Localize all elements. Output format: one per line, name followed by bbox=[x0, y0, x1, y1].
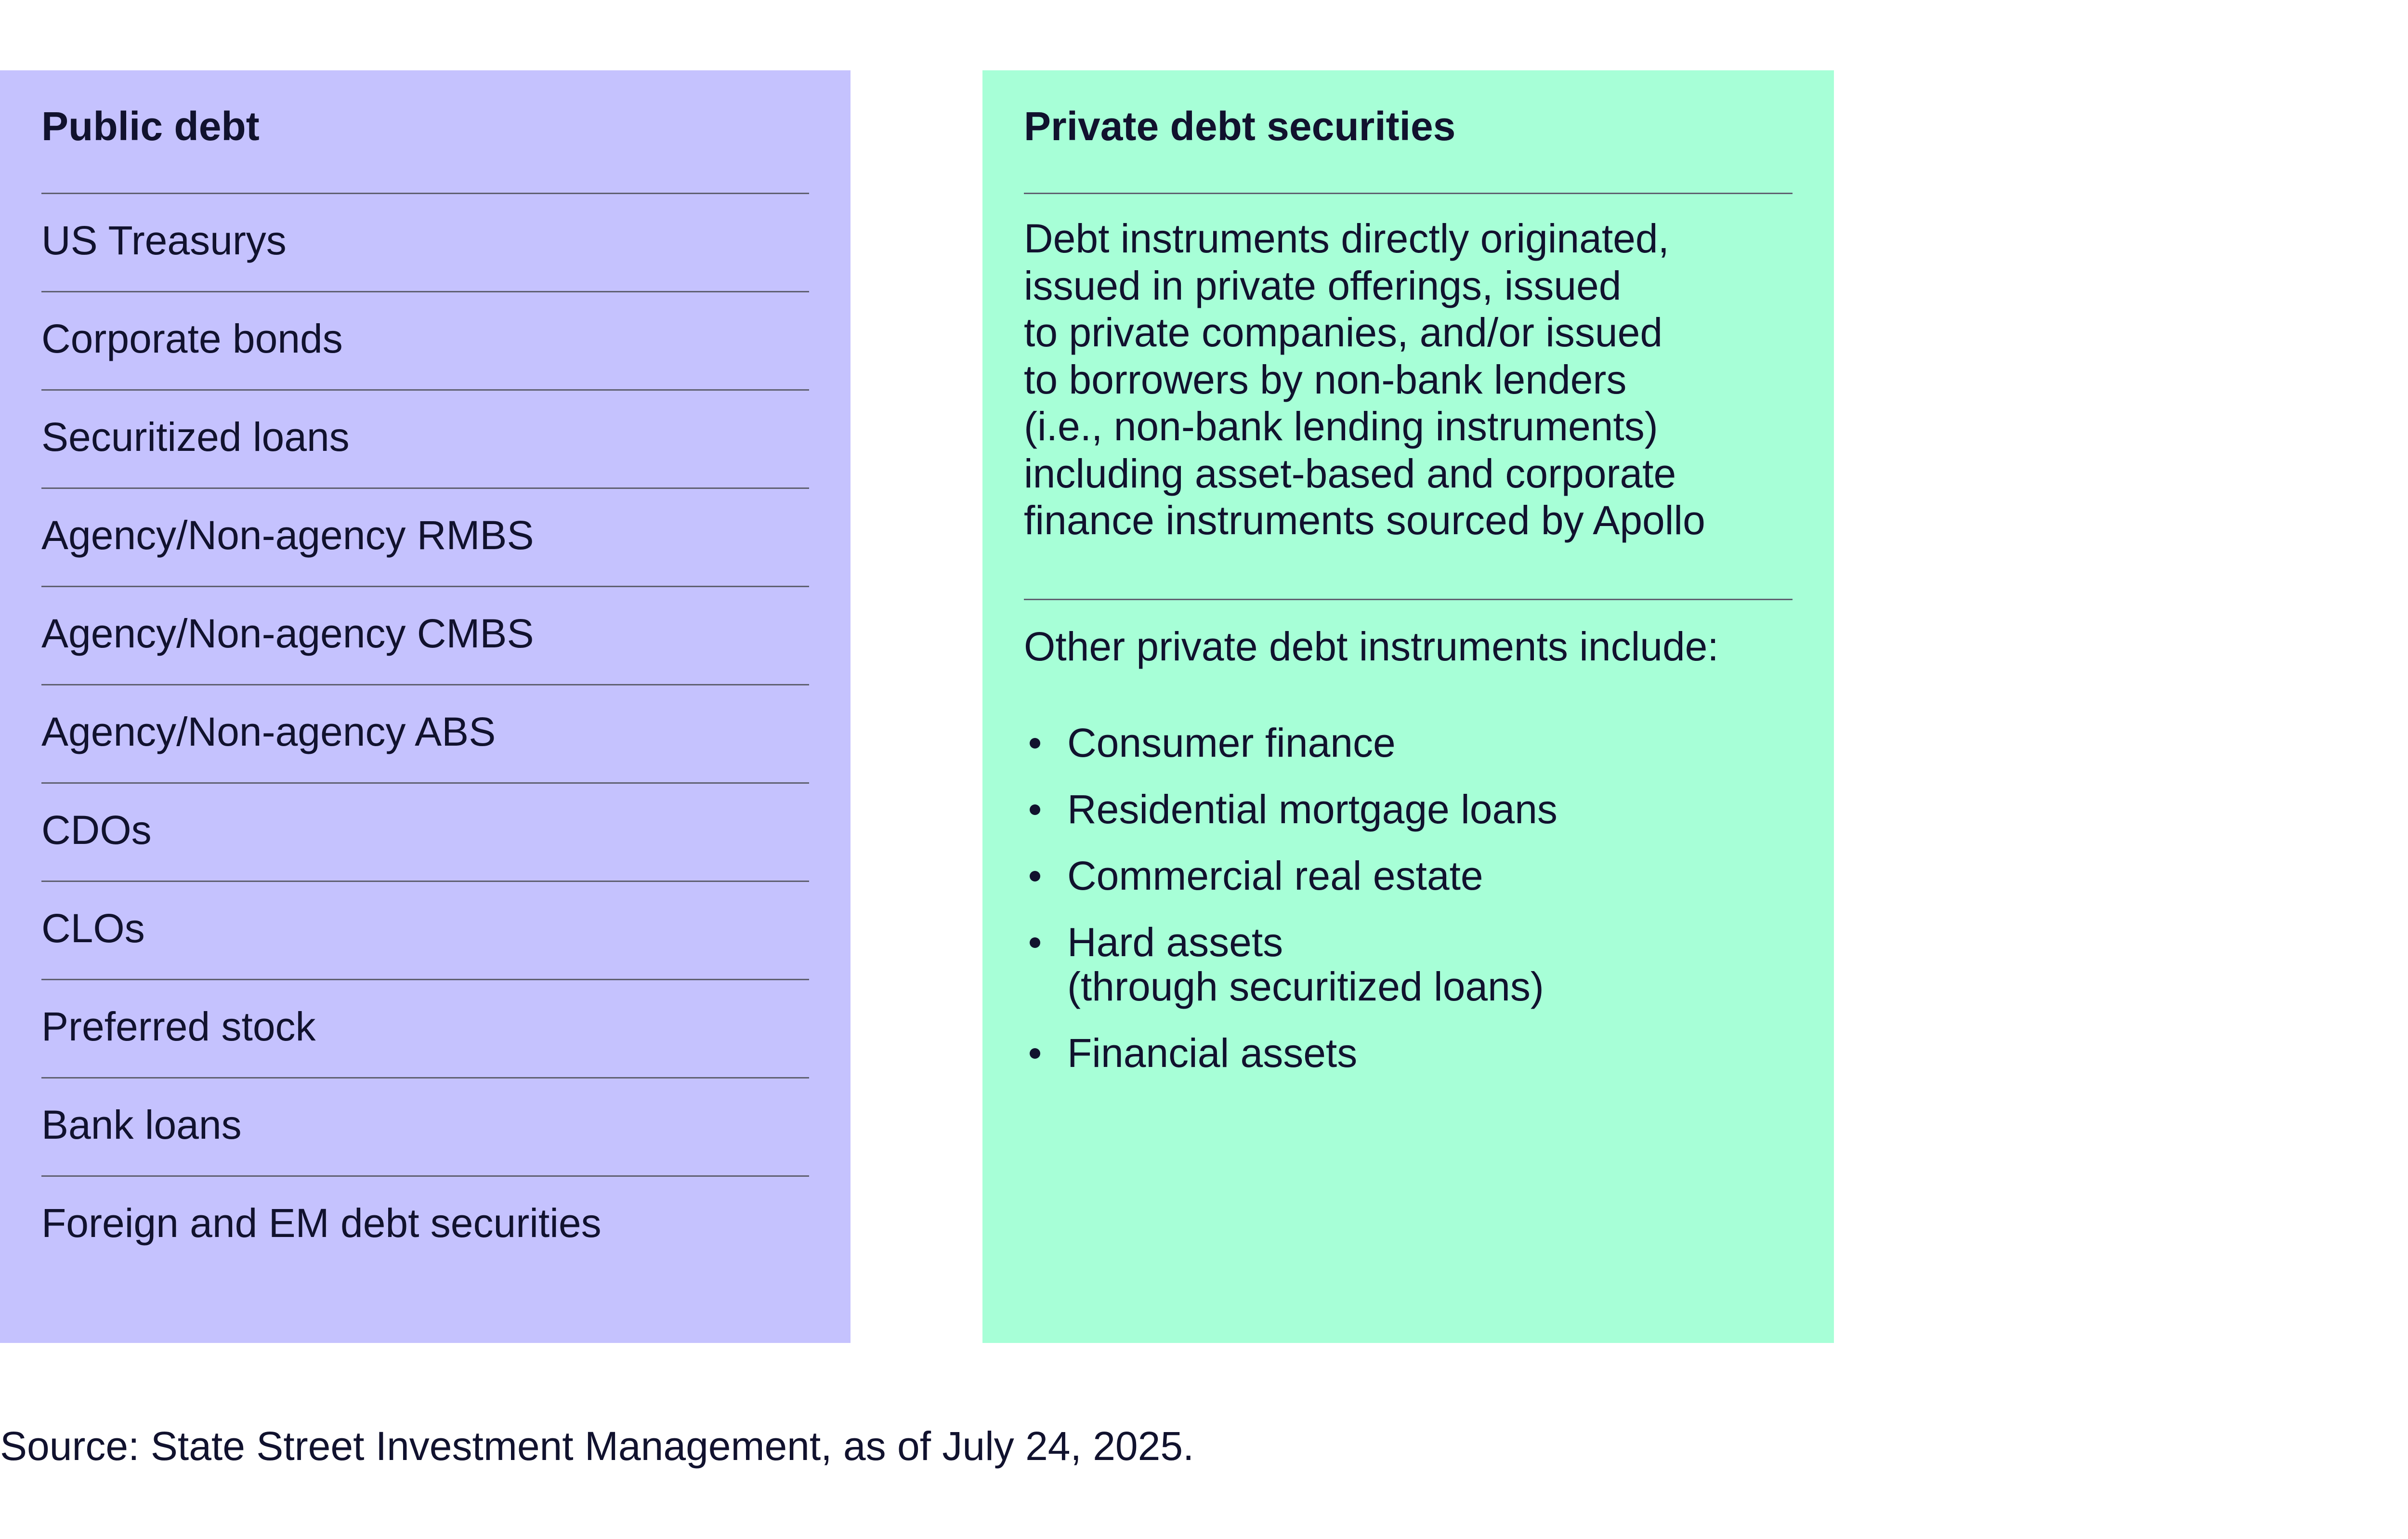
bullet-icon bbox=[1030, 871, 1040, 881]
source-note: Source: State Street Investment Management, as of July 24, 2025. bbox=[0, 1423, 1194, 1469]
list-item bbox=[1024, 920, 1793, 1009]
description-line: to private companies, and/or issued bbox=[1024, 310, 1663, 355]
private-debt-description bbox=[1024, 194, 1793, 599]
description-line: (i.e., non-bank lending instruments) bbox=[1024, 404, 1658, 449]
bullet-icon bbox=[1030, 937, 1040, 948]
bullet-text: Financial assets bbox=[1067, 1030, 1358, 1076]
bullet-text: Residential mortgage loans bbox=[1067, 787, 1557, 832]
public-debt-panel bbox=[0, 70, 851, 1343]
bullet-text: Commercial real estate bbox=[1067, 853, 1483, 898]
description-line: to borrowers by non-bank lenders bbox=[1024, 356, 1627, 402]
public-debt-item: Securitized loans bbox=[41, 389, 809, 487]
list-item bbox=[1024, 787, 1793, 831]
public-debt-list bbox=[41, 193, 809, 1274]
description-line: Debt instruments directly originated, bbox=[1024, 216, 1669, 261]
list-item bbox=[1024, 721, 1793, 765]
bullet-icon bbox=[1030, 738, 1040, 749]
public-debt-title: Public debt bbox=[41, 104, 260, 149]
description-line: issued in private offerings, issued bbox=[1024, 263, 1622, 308]
private-debt-panel bbox=[982, 70, 1834, 1343]
public-debt-item: Agency/Non-agency ABS bbox=[41, 684, 809, 782]
public-debt-item: Foreign and EM debt securities bbox=[41, 1175, 809, 1274]
private-debt-title: Private debt securities bbox=[1024, 104, 1456, 149]
public-debt-item: Preferred stock bbox=[41, 979, 809, 1077]
public-debt-item: Corporate bonds bbox=[41, 291, 809, 389]
public-debt-item: Bank loans bbox=[41, 1077, 809, 1175]
description-line: including asset-based and corporate bbox=[1024, 450, 1676, 496]
bullet-icon bbox=[1030, 1048, 1040, 1059]
bullet-icon bbox=[1030, 804, 1040, 815]
public-debt-item: Agency/Non-agency RMBS bbox=[41, 487, 809, 586]
other-instruments-heading: Other private debt instruments include: bbox=[1024, 624, 1719, 669]
bullet-text: Consumer finance bbox=[1067, 720, 1396, 765]
bullet-text: Hard assets bbox=[1067, 920, 1283, 965]
public-debt-item: Agency/Non-agency CMBS bbox=[41, 586, 809, 684]
public-debt-item: CDOs bbox=[41, 782, 809, 881]
other-instruments-list bbox=[1024, 721, 1793, 1075]
list-item bbox=[1024, 854, 1793, 898]
bullet-text-continued: (through securitized loans) bbox=[1067, 964, 1544, 1009]
description-line: finance instruments sourced by Apollo bbox=[1024, 498, 1705, 543]
public-debt-item: CLOs bbox=[41, 881, 809, 979]
public-debt-item: US Treasurys bbox=[41, 193, 809, 291]
list-item bbox=[1024, 1031, 1793, 1075]
